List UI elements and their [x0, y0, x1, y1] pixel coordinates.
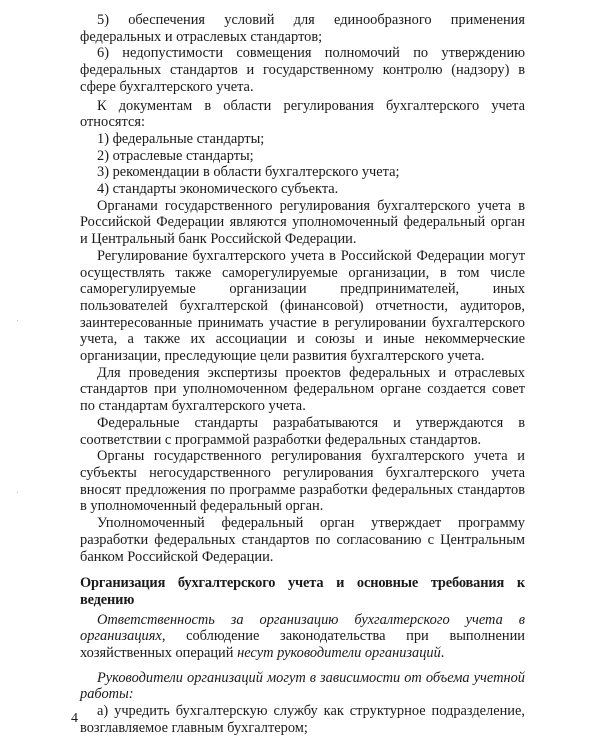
page-number: 4 [71, 711, 78, 726]
paragraph-standards-development: Федеральные стандарты разрабатываются и утверждаются в соответствии с программой разработки федеральных стандартов. [80, 414, 525, 448]
heads-intro-italic: Руководители организаций могут в зависимости от объема учетной работы: [80, 669, 525, 703]
paragraph-proposals: Органы государственного регулирования бухгалтерского учета и субъекты негосударственного регулирования бухгалтерского учета вносят предложения по программе разработки федеральных стандартов в уполномоченный федеральный орган. [80, 448, 525, 515]
responsibility-period: . [440, 645, 445, 662]
paragraph-item-a: а) учредить бухгалтерскую службу как структурное подразделение, возглавляемое главным бухгалтером; [80, 703, 525, 736]
scan-speck [17, 492, 18, 493]
paragraph-item-6: 6) недопустимости совмещения полномочий по утверждению федеральных стандартов и государственному контролю (надзору) в сфере бухгалтерского учета. [80, 45, 525, 95]
paragraph-responsibility [80, 612, 525, 662]
section-heading: Организация бухгалтерского учета и основные требования к ведению [80, 575, 525, 608]
paragraph-expertise-council: Для проведения экспертизы проектов федеральных и отраслевых стандартов при уполномоченном федеральном органе создается совет по стандартам бухгалтерского учета. [80, 364, 525, 415]
document-body [80, 12, 525, 737]
list-item-2: 2) отраслевые стандарты; [97, 147, 254, 164]
paragraph-program-approval: Уполномоченный федеральный орган утверждает программу разработки федеральных стандартов по согласованию с Центральным банком Российской Федерации. [80, 515, 525, 565]
paragraph-regulators: Органами государственного регулирования бухгалтерского учета в Российской Федерации являются уполномоченный федеральный орган и Центральный банк Российской Федерации. [80, 197, 525, 248]
list-item-4: 4) стандарты экономического субъекта. [97, 181, 339, 198]
paragraph-self-regulation: Регулирование бухгалтерского учета в Российской Федерации могут осуществлять также саморегулируемые организации, в том числе саморегулируемые организации предпринимателей, иных пользователей бухгалтерской (финансовой) отчетности, аудиторов, заинтересованные принимать участие в регулировании бухгалтерского учета, а также их ассоциации и союзы и иные некоммерческие организации, преследующие цели развития бухгалтерского учета. [80, 247, 525, 365]
responsibility-italic: Ответственность за организацию бухгалтерского учета в организациях [80, 611, 525, 645]
responsibility-text: , соблюдение законодательства при выполнении хозяйственных операций [80, 628, 525, 662]
paragraph-item-5: 5) обеспечения условий для единообразного применения федеральных и отраслевых стандартов; [80, 12, 525, 45]
responsibility-italic-end: несут руководители организаций [237, 645, 441, 662]
list-item-1: 1) федеральные стандарты; [97, 130, 265, 147]
paragraph-documents-intro: К документам в области регулирования бухгалтерского учета относятся: [80, 97, 525, 131]
list-item-3: 3) рекомендации в области бухгалтерского учета; [97, 164, 400, 181]
scan-speck [17, 320, 18, 321]
paragraph-heads-intro [80, 670, 525, 703]
